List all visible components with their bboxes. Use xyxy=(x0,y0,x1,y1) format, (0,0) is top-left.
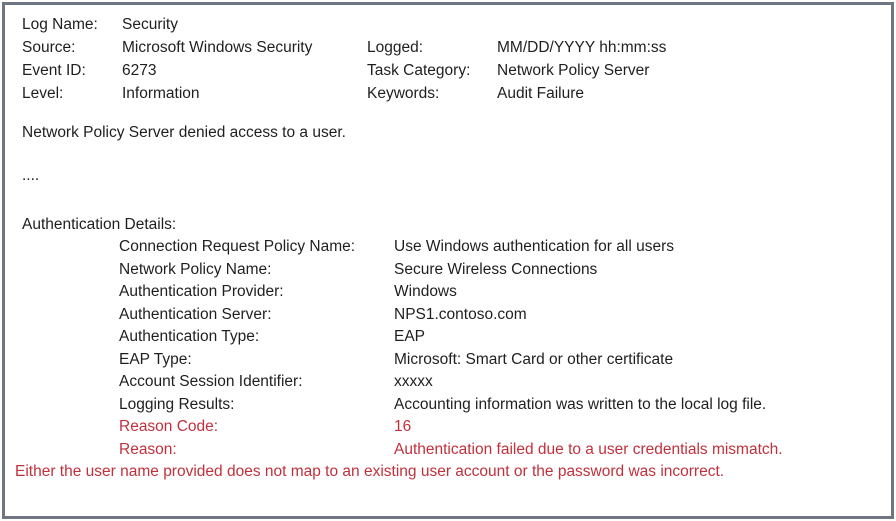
field-value: Microsoft Windows Security xyxy=(122,39,313,56)
detail-value: Authentication failed due to a user credentials mismatch. xyxy=(394,440,783,458)
detail-value: Windows xyxy=(394,283,457,300)
detail-label: Authentication Server: xyxy=(119,305,272,323)
field-label: Task Category: xyxy=(367,62,471,79)
field-label: Logged: xyxy=(367,39,424,56)
detail-value: EAP xyxy=(394,328,426,345)
detail-row xyxy=(119,236,885,259)
detail-row-reason-code xyxy=(119,416,885,439)
detail-label: Reason Code: xyxy=(119,418,219,435)
authentication-details-list xyxy=(119,236,885,461)
field-value: 6273 xyxy=(122,62,157,79)
detail-label: Account Session Identifier: xyxy=(119,373,303,390)
authentication-details-heading: Authentication Details: xyxy=(22,216,177,233)
detail-value: NPS1.contoso.com xyxy=(394,305,527,323)
field-label: Level: xyxy=(22,85,64,102)
detail-label: Network Policy Name: xyxy=(119,260,272,278)
detail-label: Reason: xyxy=(119,440,177,458)
event-header xyxy=(22,13,885,105)
detail-label: EAP Type: xyxy=(119,350,192,368)
detail-value: Microsoft: Smart Card or other certificate xyxy=(394,350,674,368)
event-log-panel xyxy=(2,2,894,519)
event-header-row xyxy=(22,13,885,36)
event-header-row xyxy=(22,59,885,82)
detail-row-reason xyxy=(119,439,885,462)
event-description: Network Policy Server denied access to a user. xyxy=(22,124,346,141)
event-header-row xyxy=(22,36,885,59)
detail-value: xxxxx xyxy=(394,373,433,390)
field-label: Keywords: xyxy=(367,85,440,102)
detail-row xyxy=(119,304,885,327)
detail-row xyxy=(119,326,885,349)
truncation-ellipsis: .... xyxy=(22,167,40,184)
field-value: Security xyxy=(122,16,178,33)
event-header-row xyxy=(22,82,885,105)
field-value xyxy=(497,13,885,36)
field-label: Source: xyxy=(22,39,76,56)
detail-value: Secure Wireless Connections xyxy=(394,260,598,278)
reason-detail-text: Either the user name provided does not map to an existing user account or the password was incorrect. xyxy=(15,463,725,480)
field-value: Network Policy Server xyxy=(497,62,650,79)
field-value: Audit Failure xyxy=(497,85,585,102)
detail-row xyxy=(119,259,885,282)
detail-label: Authentication Provider: xyxy=(119,283,284,300)
field-label xyxy=(367,13,497,36)
field-value: Information xyxy=(122,85,200,102)
detail-row xyxy=(119,394,885,417)
detail-value: Accounting information was written to the local log file. xyxy=(394,395,767,413)
field-value: MM/DD/YYYY hh:mm:ss xyxy=(497,39,667,56)
field-label: Event ID: xyxy=(22,62,86,79)
detail-label: Logging Results: xyxy=(119,395,235,413)
detail-value: 16 xyxy=(394,418,412,435)
field-label: Log Name: xyxy=(22,16,98,33)
detail-row xyxy=(119,349,885,372)
detail-label: Connection Request Policy Name: xyxy=(119,238,356,255)
detail-label: Authentication Type: xyxy=(119,328,260,345)
detail-row xyxy=(119,371,885,394)
detail-row xyxy=(119,281,885,304)
detail-value: Use Windows authentication for all users xyxy=(394,238,674,255)
